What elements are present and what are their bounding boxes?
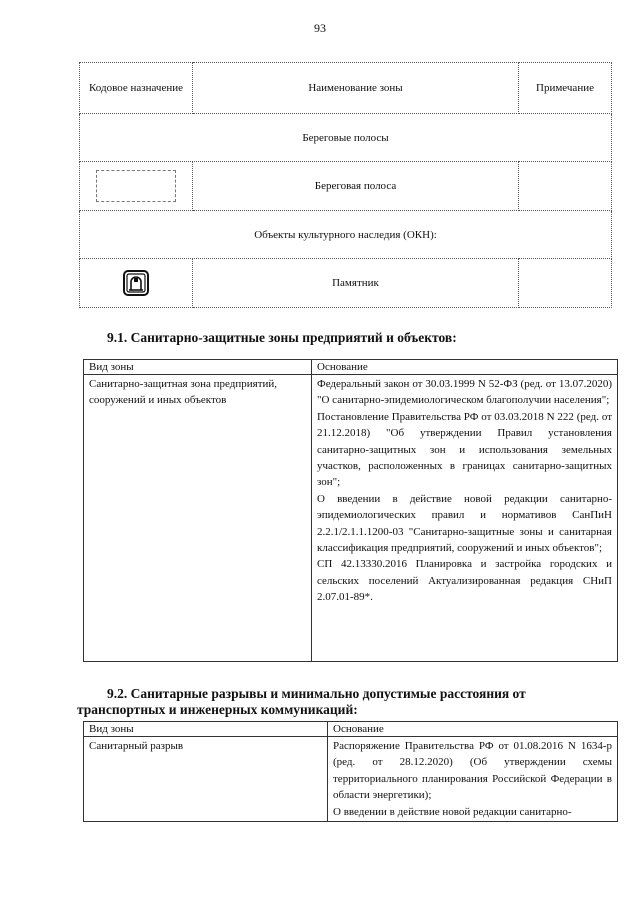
legend-cell-icon [80,162,193,211]
basis-paragraph: Распоряжение Правительства РФ от 01.08.2016 N 1634-р (ред. от 28.12.2020) (Об утверждении схемы территориального планирования Российской Федерации в области энергетики); [333,740,612,802]
sanitary-gap-table [83,721,618,822]
legend-cell-icon [80,259,193,308]
sanitary-zone-table [83,359,618,662]
column-basis: Основание [312,360,618,375]
legend-row [80,259,612,308]
basis-paragraph: СП 42.13330.2016 Планировка и застройка городских и сельских поселений Актуализированная редакция СНиП 2.07.01-89*. [317,558,612,604]
legend-header-name: Наименование зоны [193,63,519,114]
basis-paragraph: Постановление Правительства РФ от 03.03.2018 N 222 (ред. от 21.12.2018) "Об утверждении Правил установления санитарно-защитных зон и использования земельных участков, расположенных в границах санитарно-защитных зон"; [317,410,612,489]
legend-header-note: Примечание [519,63,612,114]
legend-header-code: Кодовое назначение [80,63,193,114]
legend-section-coastal: Береговые полосы [80,114,612,162]
legend-table [79,62,612,308]
page-number: 93 [314,21,326,35]
table-header-row [84,360,618,375]
monument-icon [84,270,188,296]
basis-cell [312,375,618,662]
basis-paragraph: О введении в действие новой редакции санитарно- [333,805,572,818]
table-row [84,375,618,662]
legend-cell-name: Памятник [193,259,519,308]
zone-type-cell: Санитарный разрыв [84,737,328,822]
column-zone-type: Вид зоны [84,360,312,375]
legend-cell-note [519,259,612,308]
section-title-9-2: 9.2. Санитарные разрывы и минимально допустимые расстояния от транспортных и инженерных коммуникаций: [77,686,526,717]
legend-section-row [80,114,612,162]
table-row [84,737,618,822]
basis-cell [328,737,618,822]
legend-section-row [80,211,612,259]
column-basis: Основание [328,722,618,737]
legend-row [80,162,612,211]
section-title-9-1: 9.1. Санитарно-защитные зоны предприятий и объектов: [107,330,457,345]
zone-type-cell: Санитарно-защитная зона предприятий, сооружений и иных объектов [84,375,312,662]
column-zone-type: Вид зоны [84,722,328,737]
basis-paragraph: Федеральный закон от 30.03.1999 N 52-ФЗ (ред. от 13.07.2020) "О санитарно-эпидемиологическом благополучии населения"; [317,378,612,407]
dashed-rectangle-icon [96,170,176,202]
legend-section-okn: Объекты культурного наследия (ОКН): [80,211,612,259]
legend-cell-note [519,162,612,211]
table-header-row [84,722,618,737]
basis-paragraph: О введении в действие новой редакции санитарно-эпидемиологических правил и нормативов СанПиН 2.2.1/2.1.1.1200-03 "Санитарно-защитные зоны и санитарная классификация предприятий, сооружений и иных объектов"; [317,492,612,555]
legend-header-row [80,63,612,114]
legend-cell-name: Береговая полоса [193,162,519,211]
